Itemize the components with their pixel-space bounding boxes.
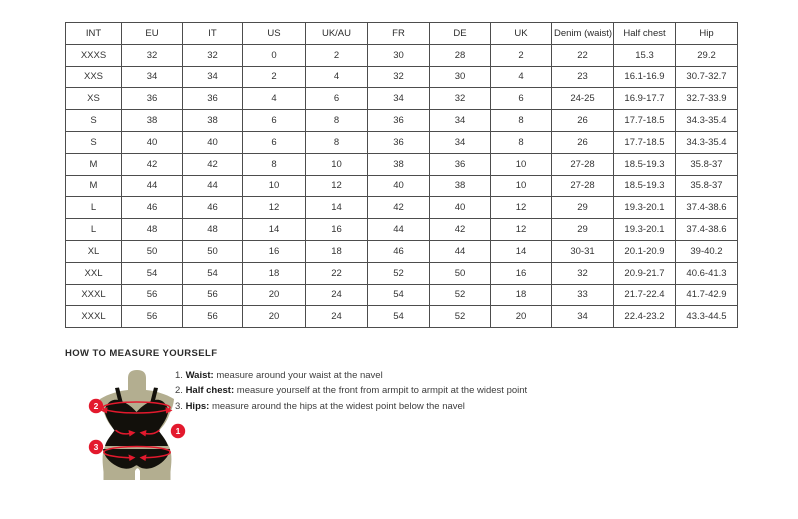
- step-text: measure around your waist at the navel: [213, 370, 383, 381]
- size-value-cell: 35.8-37: [676, 175, 738, 197]
- size-table-row: [66, 131, 738, 153]
- size-value-cell: 56: [122, 284, 183, 306]
- size-label-cell: XXXL: [66, 284, 122, 306]
- size-column-header: FR: [368, 23, 430, 45]
- size-value-cell: 8: [491, 110, 552, 132]
- size-value-cell: 8: [306, 110, 368, 132]
- size-value-cell: 28: [430, 44, 491, 66]
- size-value-cell: 16.9-17.7: [614, 88, 676, 110]
- size-label-cell: XS: [66, 88, 122, 110]
- size-value-cell: 20.1-20.9: [614, 240, 676, 262]
- size-value-cell: 19.3-20.1: [614, 197, 676, 219]
- size-value-cell: 36: [368, 110, 430, 132]
- size-value-cell: 33: [552, 284, 614, 306]
- size-value-cell: 32: [430, 88, 491, 110]
- size-label-cell: XL: [66, 240, 122, 262]
- measure-section-title: HOW TO MEASURE YOURSELF: [65, 348, 218, 359]
- size-column-header: UK: [491, 23, 552, 45]
- size-label-cell: XXS: [66, 66, 122, 88]
- size-label-cell: XXXS: [66, 44, 122, 66]
- size-value-cell: 0: [243, 44, 306, 66]
- size-label-cell: S: [66, 110, 122, 132]
- size-value-cell: 6: [243, 110, 306, 132]
- size-table-row: [66, 240, 738, 262]
- size-value-cell: 40: [368, 175, 430, 197]
- measure-step: [175, 386, 527, 396]
- size-table-row: [66, 219, 738, 241]
- step-term: Half chest:: [185, 385, 235, 397]
- size-label-cell: M: [66, 175, 122, 197]
- size-value-cell: 12: [243, 197, 306, 219]
- size-table-row: [66, 110, 738, 132]
- size-value-cell: 54: [368, 284, 430, 306]
- size-value-cell: 23: [552, 66, 614, 88]
- size-value-cell: 39-40.2: [676, 240, 738, 262]
- size-value-cell: 6: [491, 88, 552, 110]
- size-value-cell: 30-31: [552, 240, 614, 262]
- size-column-header: DE: [430, 23, 491, 45]
- size-value-cell: 52: [368, 262, 430, 284]
- size-value-cell: 24: [306, 306, 368, 328]
- size-value-cell: 8: [306, 131, 368, 153]
- chest-marker: [89, 399, 103, 413]
- size-value-cell: 16: [243, 240, 306, 262]
- waist-marker: [171, 424, 185, 438]
- size-table-body: [66, 44, 738, 327]
- size-value-cell: 26: [552, 131, 614, 153]
- size-table-row: [66, 262, 738, 284]
- size-value-cell: 4: [243, 88, 306, 110]
- size-value-cell: 12: [491, 219, 552, 241]
- size-value-cell: 42: [430, 219, 491, 241]
- size-value-cell: 4: [306, 66, 368, 88]
- size-value-cell: 40: [430, 197, 491, 219]
- step-number: 2.: [175, 385, 186, 397]
- size-value-cell: 16: [491, 262, 552, 284]
- size-value-cell: 22: [552, 44, 614, 66]
- size-value-cell: 12: [306, 175, 368, 197]
- size-value-cell: 10: [491, 153, 552, 175]
- size-value-cell: 34: [552, 306, 614, 328]
- size-value-cell: 14: [243, 219, 306, 241]
- size-value-cell: 54: [368, 306, 430, 328]
- size-value-cell: 40: [122, 131, 183, 153]
- size-value-cell: 8: [491, 131, 552, 153]
- size-column-header: UK/AU: [306, 23, 368, 45]
- size-table-header-row: [66, 23, 738, 45]
- size-value-cell: 37.4-38.6: [676, 197, 738, 219]
- size-value-cell: 42: [368, 197, 430, 219]
- size-column-header: US: [243, 23, 306, 45]
- size-value-cell: 38: [430, 175, 491, 197]
- size-value-cell: 40.6-41.3: [676, 262, 738, 284]
- size-value-cell: 4: [491, 66, 552, 88]
- size-value-cell: 44: [183, 175, 243, 197]
- size-value-cell: 27-28: [552, 175, 614, 197]
- size-value-cell: 42: [122, 153, 183, 175]
- size-value-cell: 14: [306, 197, 368, 219]
- size-value-cell: 2: [243, 66, 306, 88]
- waist-marker-number: 1: [175, 426, 181, 436]
- size-value-cell: 46: [368, 240, 430, 262]
- size-value-cell: 34: [430, 110, 491, 132]
- size-value-cell: 15.3: [614, 44, 676, 66]
- size-value-cell: 18: [243, 262, 306, 284]
- size-value-cell: 38: [122, 110, 183, 132]
- size-value-cell: 34: [368, 88, 430, 110]
- size-table-row: [66, 88, 738, 110]
- size-value-cell: 18.5-19.3: [614, 153, 676, 175]
- size-value-cell: 29: [552, 219, 614, 241]
- size-value-cell: 10: [243, 175, 306, 197]
- size-value-cell: 52: [430, 284, 491, 306]
- size-value-cell: 29: [552, 197, 614, 219]
- step-term: Hips:: [185, 400, 210, 412]
- size-value-cell: 18: [491, 284, 552, 306]
- size-value-cell: 30.7-32.7: [676, 66, 738, 88]
- size-value-cell: 56: [122, 306, 183, 328]
- size-label-cell: M: [66, 153, 122, 175]
- size-value-cell: 17.7-18.5: [614, 110, 676, 132]
- size-value-cell: 24: [306, 284, 368, 306]
- size-value-cell: 22.4-23.2: [614, 306, 676, 328]
- chest-marker-number: 2: [93, 401, 99, 411]
- size-value-cell: 6: [243, 131, 306, 153]
- size-value-cell: 16: [306, 219, 368, 241]
- size-table-row: [66, 284, 738, 306]
- step-number: 1.: [175, 370, 186, 381]
- size-value-cell: 20: [491, 306, 552, 328]
- size-value-cell: 12: [491, 197, 552, 219]
- size-value-cell: 44: [122, 175, 183, 197]
- size-value-cell: 20: [243, 306, 306, 328]
- size-value-cell: 37.4-38.6: [676, 219, 738, 241]
- size-value-cell: 21.7-22.4: [614, 284, 676, 306]
- size-value-cell: 34: [183, 66, 243, 88]
- size-value-cell: 2: [306, 44, 368, 66]
- size-value-cell: 50: [183, 240, 243, 262]
- size-value-cell: 54: [183, 262, 243, 284]
- size-table-row: [66, 66, 738, 88]
- size-value-cell: 32: [183, 44, 243, 66]
- size-value-cell: 44: [430, 240, 491, 262]
- step-number: 3.: [175, 400, 186, 412]
- size-value-cell: 6: [306, 88, 368, 110]
- size-value-cell: 36: [368, 131, 430, 153]
- size-table-row: [66, 306, 738, 328]
- size-value-cell: 8: [243, 153, 306, 175]
- size-value-cell: 41.7-42.9: [676, 284, 738, 306]
- size-value-cell: 36: [122, 88, 183, 110]
- size-column-header: IT: [183, 23, 243, 45]
- size-value-cell: 18: [306, 240, 368, 262]
- size-label-cell: L: [66, 219, 122, 241]
- size-table-row: [66, 175, 738, 197]
- size-value-cell: 36: [183, 88, 243, 110]
- measure-step: [175, 371, 527, 381]
- size-value-cell: 16.1-16.9: [614, 66, 676, 88]
- size-value-cell: 52: [430, 306, 491, 328]
- hips-marker: [89, 440, 103, 454]
- hips-marker-number: 3: [93, 442, 99, 452]
- size-value-cell: 34: [122, 66, 183, 88]
- size-value-cell: 10: [491, 175, 552, 197]
- size-value-cell: 24-25: [552, 88, 614, 110]
- size-label-cell: XXXL: [66, 306, 122, 328]
- step-text: measure yourself at the front from armpit to armpit at the widest point: [234, 385, 528, 397]
- size-value-cell: 48: [183, 219, 243, 241]
- size-value-cell: 56: [183, 284, 243, 306]
- size-value-cell: 46: [183, 197, 243, 219]
- size-label-cell: S: [66, 131, 122, 153]
- measure-steps: [175, 371, 527, 411]
- size-value-cell: 26: [552, 110, 614, 132]
- size-chart-table: [65, 22, 738, 328]
- size-value-cell: 20: [243, 284, 306, 306]
- size-value-cell: 19.3-20.1: [614, 219, 676, 241]
- size-value-cell: 38: [183, 110, 243, 132]
- size-column-header: Half chest: [614, 23, 676, 45]
- step-term: Waist:: [185, 370, 214, 381]
- size-value-cell: 14: [491, 240, 552, 262]
- size-value-cell: 29.2: [676, 44, 738, 66]
- size-table-row: [66, 197, 738, 219]
- size-column-header: EU: [122, 23, 183, 45]
- size-value-cell: 32: [368, 66, 430, 88]
- size-value-cell: 46: [122, 197, 183, 219]
- size-value-cell: 36: [430, 153, 491, 175]
- step-text: measure around the hips at the widest point below the navel: [209, 400, 465, 412]
- size-value-cell: 32.7-33.9: [676, 88, 738, 110]
- size-column-header: Hip: [676, 23, 738, 45]
- size-value-cell: 50: [430, 262, 491, 284]
- size-label-cell: XXL: [66, 262, 122, 284]
- size-value-cell: 34.3-35.4: [676, 131, 738, 153]
- size-column-header: INT: [66, 23, 122, 45]
- size-value-cell: 17.7-18.5: [614, 131, 676, 153]
- size-value-cell: 50: [122, 240, 183, 262]
- size-value-cell: 48: [122, 219, 183, 241]
- size-column-header: Denim (waist): [552, 23, 614, 45]
- size-value-cell: 40: [183, 131, 243, 153]
- size-value-cell: 18.5-19.3: [614, 175, 676, 197]
- size-value-cell: 32: [552, 262, 614, 284]
- size-value-cell: 32: [122, 44, 183, 66]
- size-value-cell: 35.8-37: [676, 153, 738, 175]
- size-value-cell: 10: [306, 153, 368, 175]
- size-table-row: [66, 44, 738, 66]
- size-table-row: [66, 153, 738, 175]
- size-value-cell: 56: [183, 306, 243, 328]
- size-value-cell: 54: [122, 262, 183, 284]
- size-value-cell: 20.9-21.7: [614, 262, 676, 284]
- size-value-cell: 30: [430, 66, 491, 88]
- measure-step: [175, 402, 527, 412]
- size-label-cell: L: [66, 197, 122, 219]
- size-value-cell: 44: [368, 219, 430, 241]
- size-value-cell: 43.3-44.5: [676, 306, 738, 328]
- size-value-cell: 22: [306, 262, 368, 284]
- size-value-cell: 42: [183, 153, 243, 175]
- size-value-cell: 27-28: [552, 153, 614, 175]
- size-value-cell: 34: [430, 131, 491, 153]
- size-value-cell: 34.3-35.4: [676, 110, 738, 132]
- size-value-cell: 30: [368, 44, 430, 66]
- size-value-cell: 2: [491, 44, 552, 66]
- size-value-cell: 38: [368, 153, 430, 175]
